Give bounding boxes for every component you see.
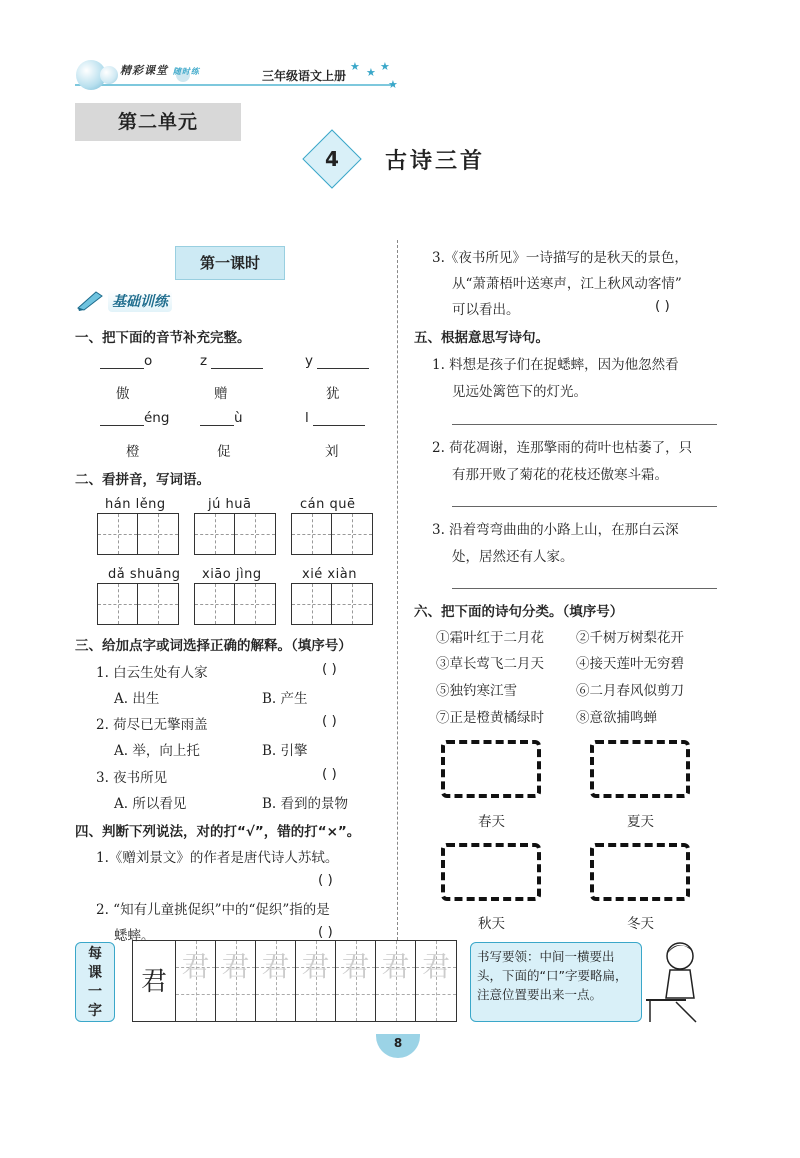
season-label: 夏天	[627, 814, 654, 830]
answer-paren[interactable]: ( )	[318, 924, 333, 940]
pinyin: xiāo jìng	[202, 567, 262, 582]
q5-item: 3. 沿着弯弯曲曲的小路上山，在那白云深	[432, 522, 679, 538]
answer-paren[interactable]: ( )	[322, 766, 337, 782]
q4-item: 蟋蟀。	[114, 928, 155, 944]
writing-grid[interactable]	[291, 583, 373, 625]
q2-title: 二、看拼音，写词语。	[75, 472, 210, 488]
star-icon: ★	[350, 60, 360, 73]
answer-paren[interactable]: ( )	[322, 713, 337, 729]
poem-line: ⑦正是橙黄橘绿时	[436, 710, 544, 726]
q1-blank-1[interactable]: o	[100, 353, 152, 369]
pinyin: jú huā	[208, 497, 252, 512]
q1-char: 促	[217, 444, 231, 460]
q3-title: 三、给加点字或词选择正确的解释。（填序号）	[75, 638, 352, 654]
q1-char: 傲	[116, 386, 130, 402]
period-title: 第一课时	[175, 246, 285, 280]
q4-item: 可以看出。	[452, 302, 520, 318]
answer-paren[interactable]: ( )	[322, 661, 337, 677]
star-icon: ★	[366, 66, 376, 79]
answer-line[interactable]	[452, 588, 717, 589]
answer-line[interactable]	[452, 424, 717, 425]
char-practice-grid[interactable]	[132, 940, 457, 1022]
lesson-number: 4	[325, 147, 339, 171]
q3-option-a: A. 所以看见	[114, 796, 187, 812]
writing-grid[interactable]	[194, 513, 276, 555]
writing-tip: 书写要领：中间一横要出头，下面的“口”字要略扁，注意位置要出来一点。	[470, 942, 642, 1022]
poem-line: ⑤独钓寒江雪	[436, 683, 517, 699]
q3-option-b: B. 看到的景物	[262, 796, 349, 812]
season-box-winter[interactable]	[590, 843, 690, 901]
q1-blank-3[interactable]: y	[305, 353, 369, 369]
pen-icon	[76, 288, 106, 312]
q4-item: 从“萧萧梧叶送寒声，江上秋风动客情”	[452, 276, 682, 292]
model-char: 君	[140, 967, 167, 997]
season-label: 冬天	[627, 916, 654, 932]
q5-item: 2. 荷花凋谢，连那擎雨的荷叶也枯萎了，只	[432, 440, 693, 456]
trace-cell[interactable]: 君	[176, 941, 216, 1021]
q1-char: 刘	[325, 444, 339, 460]
writing-grid[interactable]	[97, 583, 179, 625]
grade-label: 三年级语文上册	[262, 69, 347, 83]
season-box-autumn[interactable]	[441, 843, 541, 901]
answer-paren[interactable]: ( )	[318, 872, 333, 888]
q5-item: 1. 料想是孩子们在捉蟋蟀，因为他忽然看	[432, 357, 679, 373]
q1-blank-6[interactable]: l	[305, 410, 365, 426]
book-title: 精彩课堂 随时练	[120, 64, 200, 77]
lesson-title: 古诗三首	[385, 149, 486, 174]
student-writing-icon	[646, 936, 708, 1024]
poem-line: ②千树万树梨花开	[576, 630, 684, 646]
q1-blank-2[interactable]: z	[200, 353, 263, 369]
star-icon: ★	[380, 60, 390, 73]
q5-title: 五、根据意思写诗句。	[414, 330, 549, 346]
q3-option-b: B. 产生	[262, 691, 308, 707]
q1-blank-4[interactable]: éng	[100, 410, 169, 426]
q3-item: 1. 白云生处有人家	[96, 665, 208, 681]
q1-char: 犹	[326, 386, 340, 402]
q3-option-a: A. 出生	[114, 691, 160, 707]
season-label: 春天	[478, 814, 505, 830]
q5-item: 有那开败了菊花的花枝还傲寒斗霜。	[452, 467, 668, 483]
writing-grid[interactable]	[194, 583, 276, 625]
trace-cell[interactable]: 君	[416, 941, 456, 1021]
q4-item: 3.《夜书所见》一诗描写的是秋天的景色，	[432, 250, 688, 266]
q4-title: 四、判断下列说法，对的打“√”，错的打“×”。	[75, 824, 361, 840]
pinyin: cán quē	[300, 497, 356, 512]
poem-line: ①霜叶红于二月花	[436, 630, 544, 646]
answer-line[interactable]	[452, 506, 717, 507]
writing-grid[interactable]	[291, 513, 373, 555]
q1-char: 赠	[214, 386, 228, 402]
q6-title: 六、把下面的诗句分类。（填序号）	[414, 604, 624, 620]
season-label: 秋天	[478, 916, 505, 932]
pinyin: xié xiàn	[302, 567, 357, 582]
q4-item: 1.《赠刘景文》的作者是唐代诗人苏轼。	[96, 850, 339, 866]
pinyin: dǎ shuāng	[108, 567, 181, 582]
trace-cell[interactable]: 君	[376, 941, 416, 1021]
poem-line: ⑥二月春风似剪刀	[576, 683, 684, 699]
star-icon: ★	[388, 78, 398, 91]
section-label: 基础训练	[108, 290, 172, 312]
poem-line: ③草长莺飞二月天	[436, 656, 544, 672]
q1-title: 一、把下面的音节补充完整。	[75, 330, 251, 346]
column-divider	[397, 240, 398, 940]
q3-item: 2. 荷尽已无擎雨盖	[96, 717, 208, 733]
q4-item: 2. “知有儿童挑促织”中的“促织”指的是	[96, 902, 330, 918]
q3-option-b: B. 引擎	[262, 743, 308, 759]
q3-item: 3. 夜书所见	[96, 770, 168, 786]
trace-cell[interactable]: 君	[296, 941, 336, 1021]
model-char-cell	[133, 941, 176, 1021]
trace-cell[interactable]: 君	[256, 941, 296, 1021]
page-number: 8	[393, 1036, 403, 1050]
answer-paren[interactable]: ( )	[655, 298, 670, 314]
trace-cell[interactable]: 君	[216, 941, 256, 1021]
header-rule	[75, 84, 395, 86]
q1-char: 橙	[126, 444, 140, 460]
writing-grid[interactable]	[97, 513, 179, 555]
q3-option-a: A. 举，向上托	[114, 743, 200, 759]
season-box-spring[interactable]	[441, 740, 541, 798]
unit-title: 第二单元	[75, 103, 241, 141]
pinyin: hán lěng	[105, 497, 166, 512]
poem-line: ⑧意欲捕鸣蝉	[576, 710, 657, 726]
season-box-summer[interactable]	[590, 740, 690, 798]
q5-item: 见远处篱笆下的灯光。	[452, 384, 587, 400]
daily-char-label: 每 课 一 字	[75, 942, 115, 1022]
q5-item: 处，居然还有人家。	[452, 549, 574, 565]
trace-cell[interactable]: 君	[336, 941, 376, 1021]
poem-line: ④接天莲叶无穷碧	[576, 656, 684, 672]
header-bubble	[100, 66, 118, 84]
q1-blank-5[interactable]: ù	[200, 410, 243, 426]
